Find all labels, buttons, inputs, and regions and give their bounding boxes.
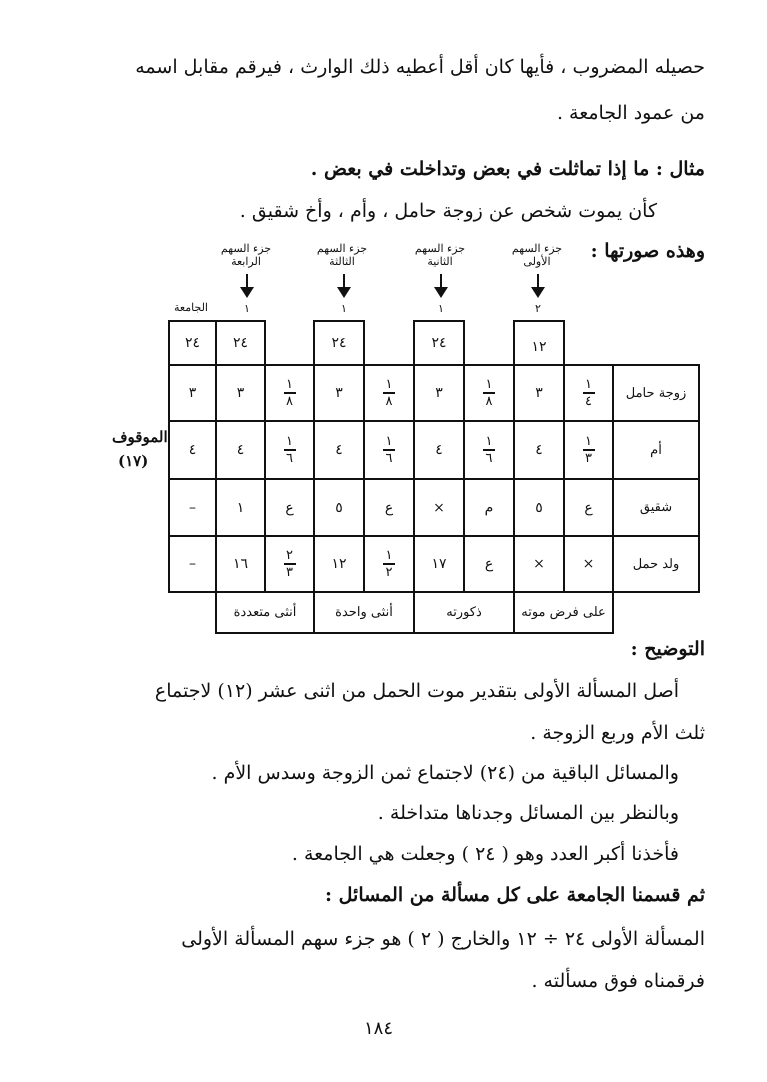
base-4: ٢٤ <box>232 335 249 351</box>
fraction-cell: $\frac{١}{٨}$ <box>365 366 413 420</box>
share-cell: ع <box>584 499 593 516</box>
header-share-part-4: جزء السهم الرابعة <box>220 242 272 268</box>
fraction-cell: $\frac{١}{٤}$ <box>565 366 612 420</box>
paragraph-line: فرقمناه فوق مسألته . <box>531 970 705 992</box>
base-2: ٢٤ <box>431 335 447 351</box>
fraction-cell: $\frac{١}{٦}$ <box>266 422 313 478</box>
value-cell: ١٦ <box>232 556 249 572</box>
fraction-cell: $\frac{١}{٣}$ <box>565 422 612 478</box>
mawqoof-value: (١٧) <box>118 452 149 470</box>
share-cell: × <box>582 556 595 572</box>
jamia-label: الجامعة <box>174 301 208 314</box>
value-cell: ٤ <box>535 442 543 458</box>
form-label: وهذه صورتها : <box>590 240 705 262</box>
share-cell: م <box>484 499 494 516</box>
fraction-cell: $\frac{١}{٦}$ <box>365 422 413 478</box>
fraction-cell: $\frac{١}{٦}$ <box>465 422 513 478</box>
down-arrow-icon <box>246 274 248 288</box>
value-cell: ٤ <box>335 442 343 458</box>
fraction-cell: $\frac{١}{٨}$ <box>266 366 313 420</box>
value-cell: ١٧ <box>431 556 447 572</box>
fraction-cell: $\frac{٢}{٣}$ <box>266 537 313 591</box>
paragraph-line: ثلث الأم وربع الزوجة . <box>530 722 705 744</box>
value-cell: ٣ <box>335 385 343 401</box>
explanation-heading: التوضيح : <box>630 638 705 660</box>
footer-label: أنثى واحدة <box>335 605 393 620</box>
value-cell: × <box>433 499 445 516</box>
base-1: ١٢ <box>531 339 547 355</box>
base-3: ٢٤ <box>331 335 347 351</box>
value-cell: ٣ <box>435 385 443 401</box>
heir-label: ولد حمل <box>632 556 680 572</box>
value-cell: ٣ <box>535 385 543 401</box>
jamia-cell: – <box>189 499 196 516</box>
heir-label: زوجة حامل <box>625 385 687 401</box>
fraction-cell: $\frac{١}{٢}$ <box>365 537 413 591</box>
value-cell: ٤ <box>236 442 245 458</box>
down-arrow-icon <box>440 274 442 288</box>
share-part-value-2: ١ <box>438 302 444 315</box>
header-share-part-3: جزء السهم الثالثة <box>316 242 368 268</box>
value-cell: ١ <box>236 499 245 516</box>
share-cell: ع <box>484 556 494 572</box>
header-share-part-1: جزء السهم الأولى <box>511 242 563 268</box>
heir-label: شقيق <box>639 500 673 515</box>
paragraph-line: فأخذنا أكبر العدد وهو ( ٢٤ ) وجعلت هي الجامعة . <box>291 843 679 865</box>
jamia-cell: ٤ <box>188 442 197 458</box>
paragraph-line: أصل المسألة الأولى بتقدير موت الحمل من اثنى عشر (١٢) لاجتماع <box>154 680 679 702</box>
page-number: ١٨٤ <box>364 1018 394 1039</box>
value-cell: ٤ <box>435 442 443 458</box>
example-title: مثال : ما إذا تماثلت في بعض وتداخلت في بعض . <box>310 158 705 180</box>
footer-label: ذكورته <box>446 605 482 620</box>
heir-label: أم <box>650 442 662 458</box>
paragraph-line: ثم قسمنا الجامعة على كل مسألة من المسائل : <box>325 884 705 906</box>
value-cell: ٥ <box>335 499 343 516</box>
value-cell: ٥ <box>535 499 543 516</box>
footer-label: أنثى متعددة <box>233 605 297 620</box>
paragraph-line: وبالنظر بين المسائل وجدناها متداخلة . <box>377 802 679 824</box>
share-part-value-4: ١ <box>244 302 250 315</box>
fraction-cell: $\frac{١}{٨}$ <box>465 366 513 420</box>
down-arrow-icon <box>343 274 345 288</box>
paragraph-line: والمسائل الباقية من (٢٤) لاجتماع ثمن الزوجة وسدس الأم . <box>211 762 679 784</box>
example-description: كأن يموت شخص عن زوجة حامل ، وأم ، وأخ شقيق . <box>239 200 657 222</box>
value-cell: ٣ <box>236 385 245 401</box>
value-cell: × <box>533 556 545 572</box>
jamia-cell: ٣ <box>188 385 197 401</box>
share-cell: ع <box>285 499 294 516</box>
value-cell: ١٢ <box>331 556 347 572</box>
header-share-part-2: جزء السهم الثانية <box>414 242 466 268</box>
share-part-value-1: ٢ <box>535 302 541 315</box>
mawqoof-label: الموقوف <box>112 428 168 446</box>
paragraph-line: حصيله المضروب ، فأيها كان أقل أعطيه ذلك الوارث ، فيرقم مقابل اسمه <box>135 56 705 78</box>
jamia-cell: – <box>189 556 196 572</box>
share-part-value-3: ١ <box>341 302 347 315</box>
footer-label: على فرض موته <box>521 605 606 620</box>
jamia-base: ٢٤ <box>184 335 201 351</box>
share-cell: ع <box>384 499 394 516</box>
down-arrow-icon <box>537 274 539 288</box>
paragraph-line: المسألة الأولى ٢٤ ÷ ١٢ والخارج ( ٢ ) هو جزء سهم المسألة الأولى <box>181 928 705 950</box>
paragraph-line: من عمود الجامعة . <box>556 102 705 124</box>
